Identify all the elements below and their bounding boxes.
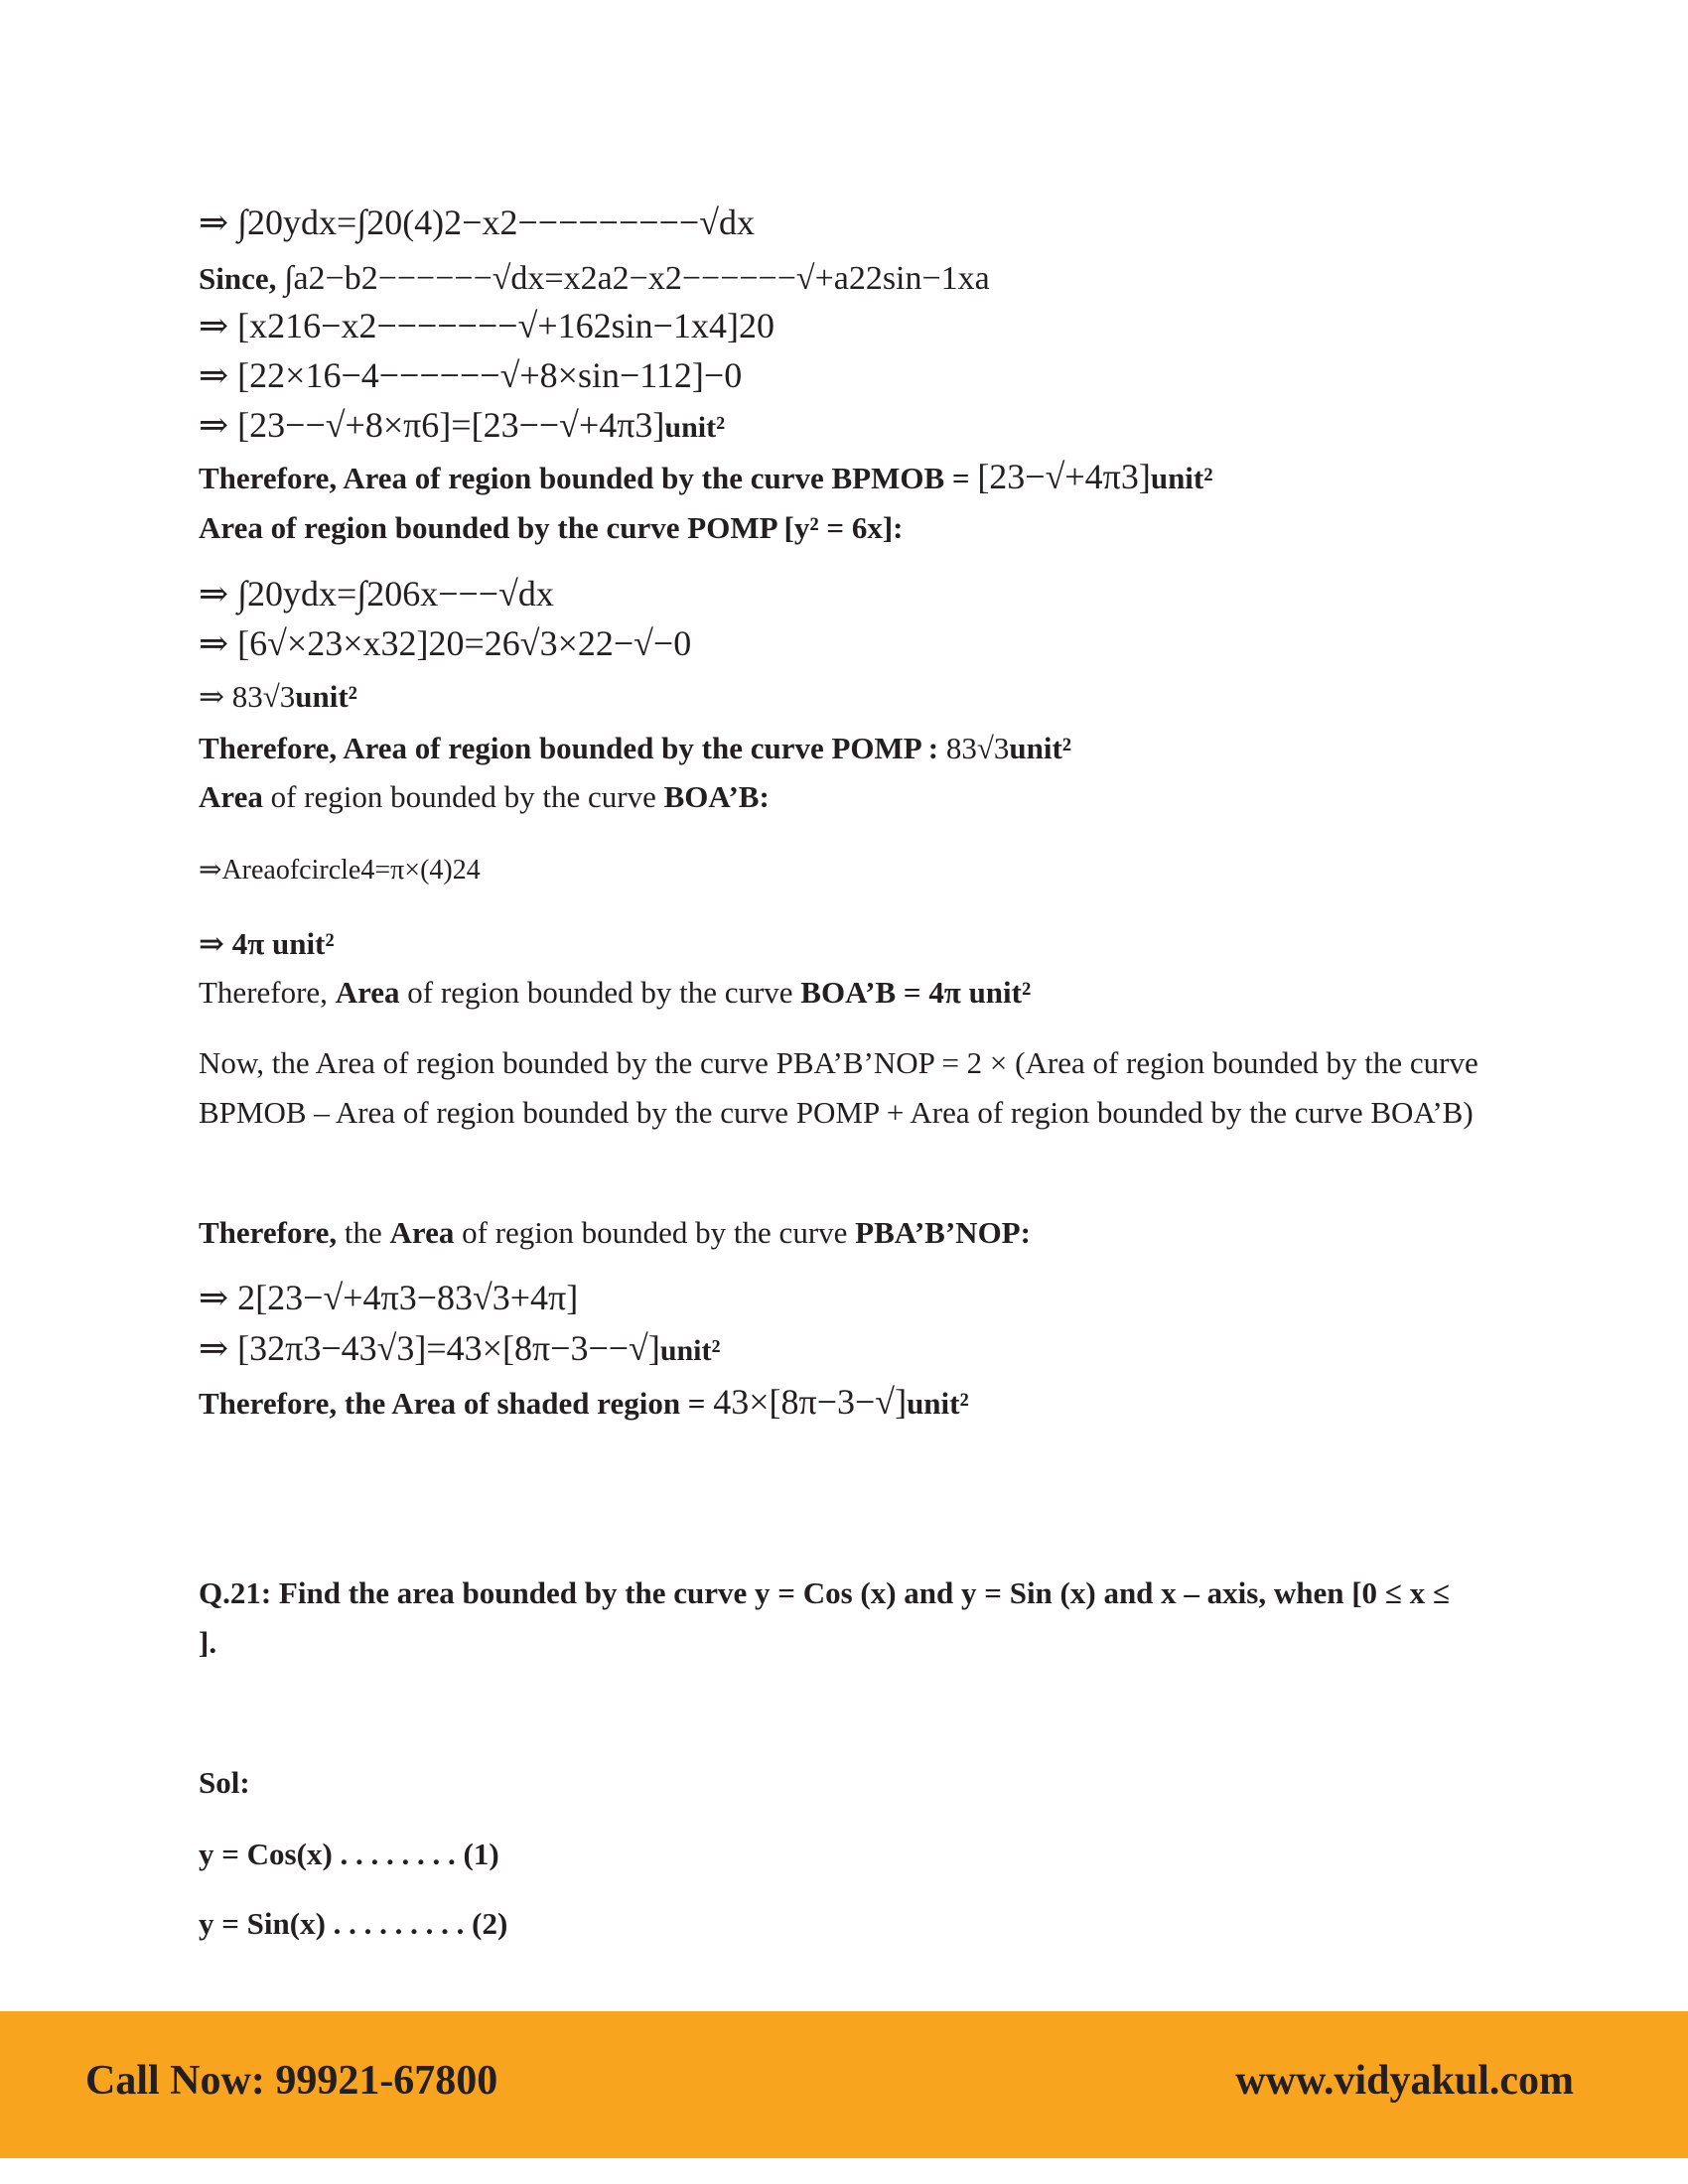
- question-21: Q.21: Find the area bounded by the curve y = Cos (x) and y = Sin (x) and x – axis, when [0 ≤ x ≤ ].: [199, 1575, 1450, 1660]
- sol-label: Sol:: [199, 1765, 250, 1800]
- eq-line-1: ⇒ ∫20ydx=∫20(4)2−x2−−−−−−−−−√dx: [199, 203, 755, 242]
- shaded-result: Therefore, the Area of shaded region = 43×[8π−3−√]unit²: [199, 1382, 969, 1422]
- circle-area-line: ⇒Areaofcircle4=π×(4)24: [199, 855, 481, 886]
- footer-bar: [0, 2011, 1688, 2158]
- now-paragraph: Now, the Area of region bounded by the curve PBA’B’NOP = 2 × (Area of region bounded by the curve BPMOB – Area of region bounded by the curve POMP + Area of region bounded by the curve BOA’B): [199, 1045, 1478, 1130]
- eq-line-6: ⇒ [6√×23×x32]20=26√3×22−√−0: [199, 623, 692, 663]
- pomp-heading: Area of region bounded by the curve POMP [y² = 6x]:: [199, 510, 904, 545]
- four-pi-line: ⇒ 4π unit²: [199, 926, 335, 961]
- equation-2: y = Sin(x) . . . . . . . . . (2): [199, 1906, 508, 1941]
- eq-line-7: ⇒ 83√3unit²: [199, 679, 357, 714]
- eq-line-2: ⇒ [x216−x2−−−−−−−√+162sin−1x4]20: [199, 306, 774, 345]
- pomp-result: Therefore, Area of region bounded by the curve POMP : 83√3unit²: [199, 731, 1072, 765]
- eq-line-3: ⇒ [22×16−4−−−−−−√+8×sin−112]−0: [199, 355, 743, 395]
- website-link[interactable]: www.vidyakul.com: [1235, 2058, 1574, 2104]
- boab-result: Therefore, Area of region bounded by the curve BOA’B = 4π unit²: [199, 975, 1032, 1010]
- boab-heading: Area of region bounded by the curve BOA’B:: [199, 779, 770, 814]
- eq-line-5: ⇒ ∫20ydx=∫206x−−−√dx: [199, 574, 554, 614]
- since-line: Since, ∫a2−b2−−−−−−√dx=x2a2−x2−−−−−−√+a22sin−1xa: [199, 260, 990, 297]
- equation-1: y = Cos(x) . . . . . . . . (1): [199, 1837, 499, 1871]
- bpmob-result: Therefore, Area of region bounded by the curve BPMOB = [23−√+4π3]unit²: [199, 457, 1213, 496]
- call-now-text: Call Now: 99921-67800: [85, 2058, 498, 2104]
- pba-heading: Therefore, the Area of region bounded by the curve PBA’B’NOP:: [199, 1215, 1031, 1250]
- eq-line-8: ⇒ 2[23−√+4π3−83√3+4π]: [199, 1278, 579, 1317]
- eq-line-9: ⇒ [32π3−43√3]=43×[8π−3−−√]unit²: [199, 1328, 721, 1368]
- eq-line-4: ⇒ [23−−√+8×π6]=[23−−√+4π3]unit²: [199, 405, 726, 445]
